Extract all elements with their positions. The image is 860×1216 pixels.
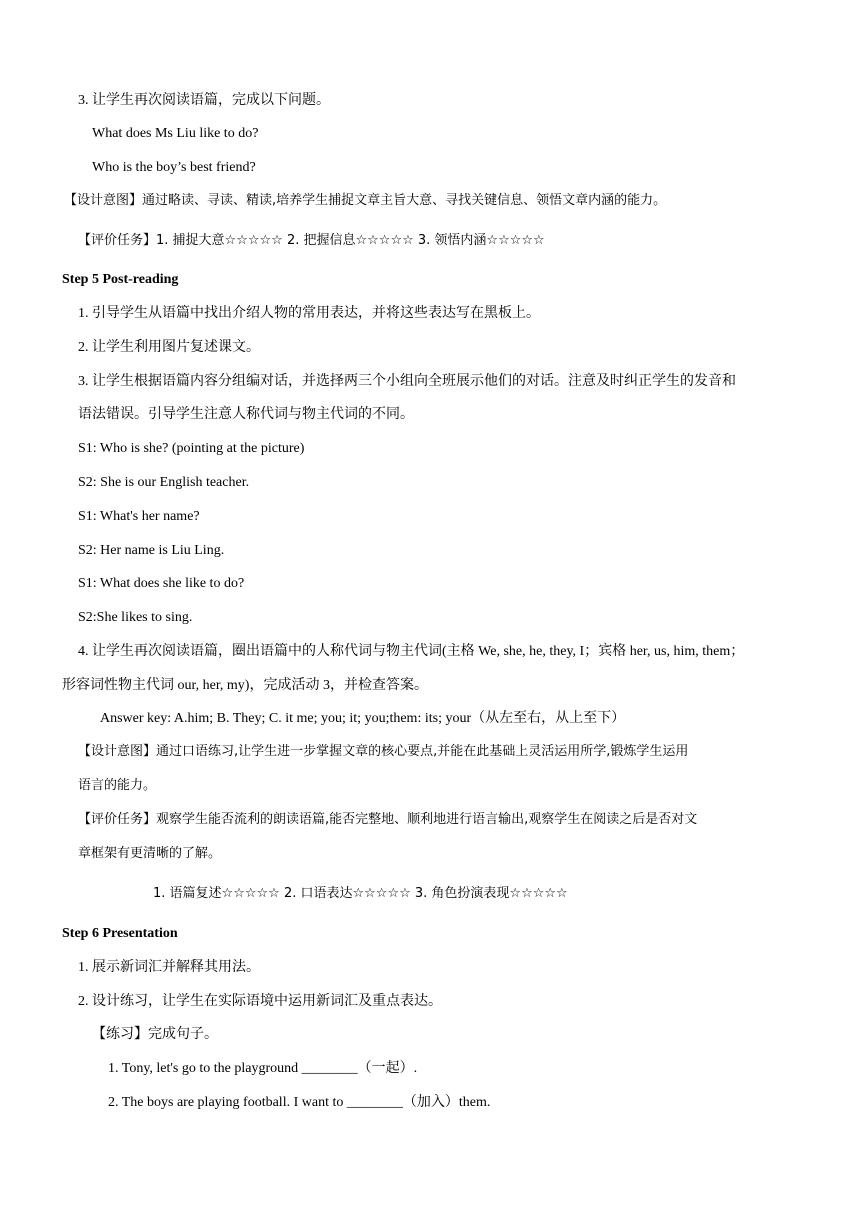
step5-item-3-cont: 语法错误。引导学生注意人称代词与物主代词的不同。 [78,407,414,422]
evaluation-task-1: 【评价任务】1. 捕捉大意☆☆☆☆☆ 2. 把握信息☆☆☆☆☆ 3. 领悟内涵☆☆☆☆☆ [78,233,545,248]
step6-item-1: 1. 展示新词汇并解释其用法。 [78,960,260,975]
step6-heading: Step 6 Presentation [62,926,178,941]
dialogue-line: S2:She likes to sing. [78,610,193,625]
exercise-heading: 【练习】完成句子。 [92,1027,218,1042]
step5-item-4: 4. 让学生再次阅读语篇，圈出语篇中的人称代词与物主代词(主格 We, she, he, they, I；宾格 her, us, him, them； [78,644,745,659]
dialogue-line: S2: Her name is Liu Ling. [78,543,225,558]
dialogue-line: S1: What's her name? [78,509,200,524]
dialogue-line: S1: Who is she? (pointing at the picture) [78,441,305,456]
step5-item-1: 1. 引导学生从语篇中找出介绍人物的常用表达，并将这些表达写在黑板上。 [78,306,540,321]
design-intent-1: 【设计意图】通过略读、寻读、精读,培养学生捕捉文章主旨大意、寻找关键信息、领悟文章内涵的能力。 [64,193,667,208]
exercise-item-2: 2. The boys are playing football. I want to ________（加入）them. [108,1095,491,1110]
question-instruction: 3. 让学生再次阅读语篇，完成以下问题。 [78,93,330,108]
dialogue-line: S2: She is our English teacher. [78,475,250,490]
design-intent-2: 【设计意图】通过口语练习,让学生进一步掌握文章的核心要点,并能在此基础上灵活运用所学,锻炼学生运用 [78,744,689,759]
question-1: What does Ms Liu like to do? [92,126,259,141]
step5-item-2: 2. 让学生利用图片复述课文。 [78,340,260,355]
answer-key: Answer key: A.him; B. They; C. it me; you; it; you;them: its; your（从左至右，从上至下） [100,711,626,726]
question-2: Who is the boy’s best friend? [92,160,256,175]
design-intent-2-cont: 语言的能力。 [78,778,157,793]
step5-item-4-cont: 形容词性物主代词 our, her, my)，完成活动 3，并检查答案。 [62,678,428,693]
step6-item-2: 2. 设计练习，让学生在实际语境中运用新词汇及重点表达。 [78,994,442,1009]
dialogue-line: S1: What does she like to do? [78,576,245,591]
exercise-item-1: 1. Tony, let's go to the playground ________（一起）. [108,1061,418,1076]
evaluation-ratings: 1. 语篇复述☆☆☆☆☆ 2. 口语表达☆☆☆☆☆ 3. 角色扮演表现☆☆☆☆☆ [153,886,568,901]
step5-item-3: 3. 让学生根据语篇内容分组编对话，并选择两三个小组向全班展示他们的对话。注意及时纠正学生的发音和 [78,374,736,389]
evaluation-task-2-cont: 章框架有更清晰的了解。 [78,846,222,861]
evaluation-task-2: 【评价任务】观察学生能否流利的朗读语篇,能否完整地、顺利地进行语言输出,观察学生在阅读之后是否对文 [78,812,698,827]
step5-heading: Step 5 Post-reading [62,272,179,287]
